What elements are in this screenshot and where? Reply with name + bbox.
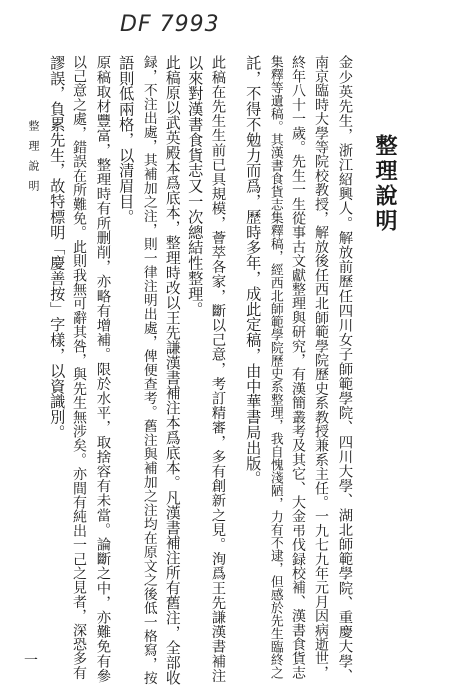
text-column: 此稿原以武英殿本爲底本，整理時改以王先謙漢書補注本爲底本。凡漢書補注所有舊注，全部收 — [163, 55, 181, 685]
archive-stamp: DF 7993 — [120, 12, 220, 37]
running-title: 整理說明 — [27, 120, 40, 200]
text-column: 集釋等遺稿。其漢書食貨志集釋稿，經西北師範學院歷史系整理，我自愧淺陋，力有不逮，但感於先生臨終之 — [267, 55, 283, 679]
page-number: 一 — [24, 653, 38, 669]
text-column: 此稿在先生生前已具規模，薈萃各家，斷以己意，考訂精審，多有創新之見。洵爲王先謙漢書補注 — [209, 55, 226, 683]
text-column: 以己意之處，錯誤在所難免。此則我無可辭其咎，與先生無涉矣。亦間有純出一己之見者，深恐多有 — [71, 55, 87, 680]
text-column: 以來對漢書食貨志又一次總結性整理。 — [186, 55, 205, 317]
text-column: 原稿取材豐富，整理時有所删削，亦略有增補。限於水平，取捨容有未當。論斷之中，亦難免有參 — [94, 55, 111, 683]
page-title: 整理說明 — [372, 134, 398, 234]
text-column: 録，不注出處，其補加之注，則一律注明出處，俾便查考。舊注與補加之注均在原文之後低一格寫，按 — [140, 55, 157, 685]
text-column: 託，不得不勉力而爲，歷時多年，成此定稿，由中華書局出版。 — [244, 55, 263, 487]
text-column: 終年八十一歲。先生一生從事古文獻整理與研究，有漢簡叢考及其它、大金弔伐録校補、漢書食貨志 — [290, 55, 306, 680]
text-column: 語則低兩格，以清眉目。 — [117, 55, 136, 225]
text-column: 金少英先生，浙江紹興人。解放前歷任四川女子師範學院、四川大學、湖北師範學院、重慶大學、 — [336, 55, 353, 683]
text-column: 南京臨時大學等院校教授，解放後任西北師範學院歷史系教授兼系主任。一九七九年元月因病逝世， — [313, 55, 329, 680]
text-column: 謬誤，負累先生，故特標明「慶善按」字樣，以資識別。 — [48, 55, 67, 440]
